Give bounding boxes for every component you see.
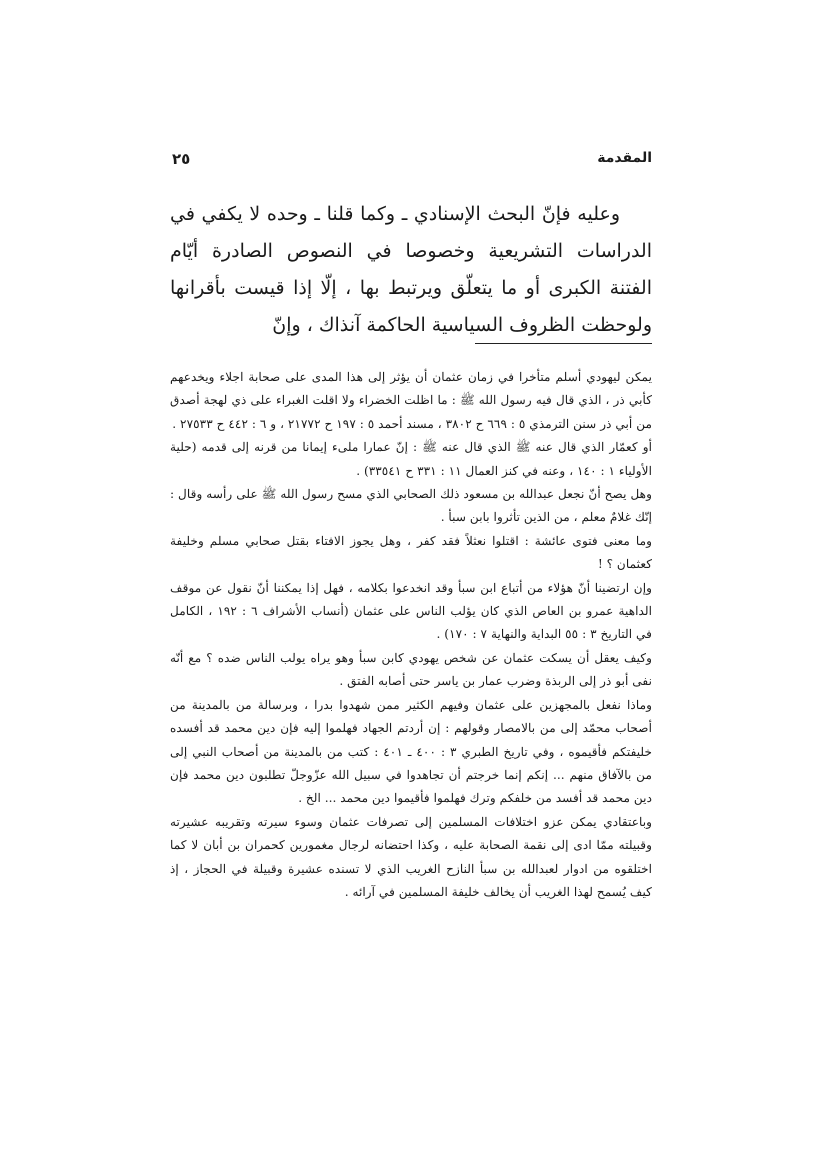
running-header [172, 150, 652, 174]
footnote-paragraph: يمكن ليهودي أسلم متأخرا في زمان عثمان أن يؤثر إلى هذا المدى على صحابة اجلاء ويخدعهم كأبي ذر ، الذي قال فيه رسول الله ﷺ : ما اظلت الخضراء ولا اقلت الغبراء على ذي لهجة أصدق من أبي ذر سنن الترمذي ٥ : ٦٦٩ ح ٣٨٠٢ ، مسند أحمد ٥ : ١٩٧ ح ٢١٧٧٢ ، و ٦ : ٤٤٢ ح ٢٧٥٣٣ . [170, 370, 652, 431]
footnote-paragraph: وهل يصح أنّ نجعل عبدالله بن مسعود ذلك الصحابي الذي مسح رسول الله ﷺ على رأسه وقال : إنّك غلامٌ معلم ، من الذين تأثروا بابن سبأ . [170, 487, 652, 525]
page-number: ٢٥ [172, 150, 191, 168]
section-title: المقدمة [597, 150, 652, 166]
footnote-paragraph: وباعتقادي يمكن عزو اختلافات المسلمين إلى تصرفات عثمان وسوء سيرته وتقريبه عشيرته وقبيلته ممّا ادى إلى نقمة الصحابة عليه ، وكذا احتضانه لرجال مغمورين كحمران بن أبان لا كما اختلقوه من ادوار لعبدالله بن سبأ النازح الغريب الذي لا تسنده عشيرة وقبيلة في الحجاز ، إذ كيف يُسمح لهذا الغريب أن يخالف خليفة المسلمين في آرائه . [170, 814, 652, 899]
footnotes-block [170, 366, 652, 904]
footnote-paragraph: وماذا نفعل بالمجهزين على عثمان وفيهم الكثير ممن شهدوا بدرا ، وبرسالة من بالمدينة من أصحاب محمّد إلى من بالامصار وقولهم : إن أردتم الجهاد فهلموا إليه فإن دين محمد قد أفسده خليفتكم فأقيموه ، وفي تاريخ الطبري ٣ : ٤٠٠ ـ ٤٠١ : كتب من بالمدينة من أصحاب النبي إلى من بالآفاق منهم ... إنكم إنما خرجتم أن تجاهدوا في سبيل الله عزّوجلّ تطلبون دين محمد فإن دين محمد قد أفسد من خلفكم وترك فهلموا فأقيموا دين محمد ... الخ . [170, 697, 653, 806]
footnote-paragraph: وإن ارتضينا أنّ هؤلاء من أتباع ابن سبأ وقد انخدعوا بكلامه ، فهل إذا يمكننا أنّ نقول عن موقف الداهية عمرو بن العاص الذي كان يؤلب الناس على عثمان (أنساب الأشراف ٦ : ١٩٢ ، الكامل في التاريخ ٣ : ٥٥ البداية والنهاية ٧ : ١٧٠) . [170, 580, 653, 642]
footnote-separator [475, 343, 652, 344]
footnote-paragraph: أو كعمّار الذي قال عنه ﷺ الذي قال عنه ﷺ : إنّ عمارا ملىء إيمانا من قرنه إلى قدمه (حلية الأولياء ١ : ١٤٠ ، وعنه في كنز العمال ١١ : ٣٣١ ح ٣٣٥٤١) . [170, 440, 652, 478]
main-paragraph: وعليه فإنّ البحث الإسنادي ـ وكما قلنا ـ وحده لا يكفي في الدراسات التشريعية وخصوصا في النصوص الصادرة أيّام الفتنة الكبرى أو ما يتعلّق ويرتبط بها ، إلّا إذا قيست بأقرانها ولوحظت الظروف السياسية الحاكمة آنذاك ، وإنّ [170, 203, 652, 336]
footnote-paragraph: وما معنى فتوى عائشة : اقتلوا نعثلاً فقد كفر ، وهل يجوز الافتاء بقتل صحابي مسلم وخليفة كعثمان ؟ ! [170, 533, 652, 572]
main-text-block [170, 196, 652, 344]
footnote-paragraph: وكيف يعقل أن يسكت عثمان عن شخص يهودي كابن سبأ وهو يراه يولب الناس ضده ؟ مع أنّه نفى أبو ذر إلى الربذة وضرب عمار بن ياسر حتى أصابه الفتق . [170, 650, 652, 689]
